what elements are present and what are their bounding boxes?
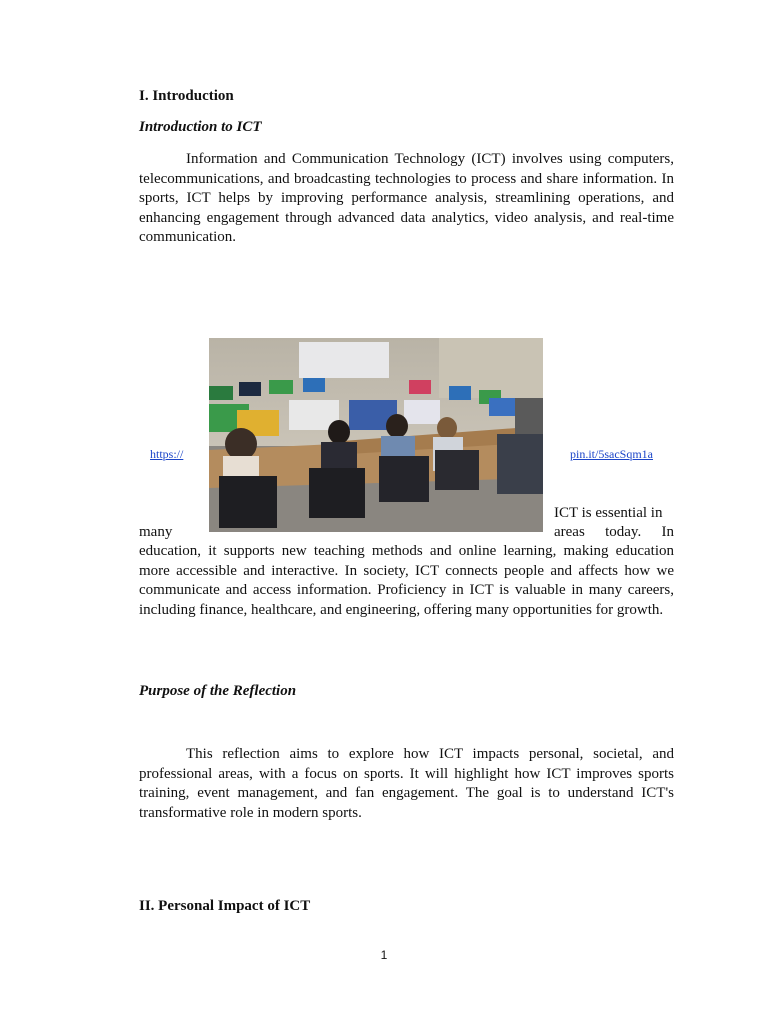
image-link-right[interactable]: pin.it/5sacSqm1a (570, 447, 653, 461)
subheading-purpose: Purpose of the Reflection (139, 683, 297, 699)
intro-paragraph: Information and Communication Technology (ICT) involves using computers, telecommunications, and broadcasting technologies to process and share information. In sports, ICT helps by improving performance analysis, streamlining operations, and enhancing engagement through advanced data analytics, video analysis, and real-time communication. (139, 151, 674, 245)
section-heading-personal-impact: II. Personal Impact of ICT (139, 898, 311, 914)
image-link-left[interactable]: https:// (150, 447, 184, 461)
essential-line-right: ICT is essential in (554, 505, 663, 521)
essential-line-left: many (139, 524, 173, 540)
purpose-paragraph: This reflection aims to explore how ICT impacts personal, societal, and professional areas, with a focus on sports. It will highlight how ICT improves sports training, event management, and fan engagement. The goal is to understand ICT's transformative role in modern sports. (139, 746, 674, 821)
essential-line-right-2: areas today. In (554, 524, 674, 540)
essential-paragraph: education, it supports new teaching methods and online learning, making education more accessible and interactive. In society, ICT connects people and affects how we communicate and access information. Proficiency in ICT is valuable in many careers, including finance, healthcare, and engineering, offering many opportunities for growth. (139, 543, 674, 618)
classroom-photo (209, 338, 543, 532)
section-heading-introduction: I. Introduction (139, 88, 234, 104)
subheading-introduction-to-ict: Introduction to ICT (139, 119, 262, 135)
page-number: 1 (380, 948, 388, 962)
